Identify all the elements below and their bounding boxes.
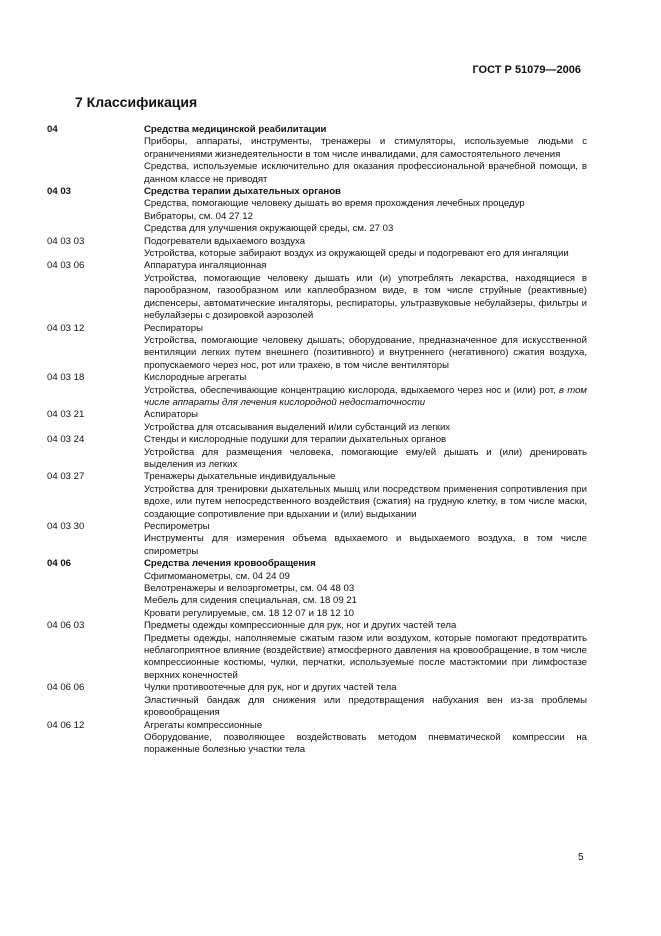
classification-heading: Средства лечения кровообращения [144,558,316,570]
classification-text: Устройства для тренировки дыхательных мышц или посредством применения сопротивления при вдохе, или путем непосредственного воздействия (сжатия) на грудную клетку, в том числе маски, создающие сопротивление при вдыхании и (или) выдыхании [144,483,587,520]
classification-description [144,521,587,558]
classification-description [144,558,587,620]
classification-code: 04 06 03 [47,620,85,632]
classification-code: 04 [47,124,58,135]
classification-code: 04 03 12 [47,322,85,334]
classification-code: 04 06 [47,558,72,570]
classification-text: Средства для улучшения окружающей среды, см. 27 03 [144,223,394,235]
classification-heading: Чулки противоотечные для рук, ног и других частей тела [144,682,397,694]
classification-description [144,682,587,719]
classification-description [144,471,587,521]
classification-text: Средства, используемые исключительно для оказания профессиональной врачебной помощи, в данном классе не приводят [144,161,587,185]
classification-heading: Аспираторы [144,409,199,421]
classification-text: Оборудование, позволяющее воздействовать методом пневматической компрессии на пораженные болезнью участки тела [144,731,587,756]
classification-entry [47,372,587,409]
classification-code: 04 06 06 [47,682,85,694]
classification-text: Средства, помогающие человеку дышать во время прохождения лечебных процедур [144,198,525,210]
classification-list [47,124,587,757]
classification-entry [47,409,587,434]
document-code-header: ГОСТ Р 51079—2006 [472,64,581,76]
classification-heading: Респираторы [144,322,203,334]
classification-code: 04 03 [47,186,72,198]
classification-entry [47,720,587,757]
classification-description [144,236,587,261]
classification-code: 04 03 03 [47,235,85,247]
classification-text: Сфигмоманометры, см. 04 24 09 [144,570,290,582]
classification-entry [47,323,587,373]
classification-heading: Тренажеры дыхательные индивидуальные [144,471,336,483]
classification-code: 04 06 12 [47,719,85,731]
classification-text: Вибраторы, см. 04 27 12 [144,210,253,222]
classification-heading: Подогреватели вдыхаемого воздуха [144,235,306,247]
classification-heading: Средства медицинской реабилитации [144,124,327,135]
classification-text: Мебель для сидения специальная, см. 18 09 21 [144,595,357,607]
classification-entry [47,620,587,682]
classification-entry [47,236,587,261]
classification-entry [47,521,587,558]
classification-description [144,434,587,471]
classification-entry [47,186,587,236]
classification-text: Устройства, помогающие человеку дышать или (и) употреблять лекарства, находящиеся в парообразном, газообразном или каплеобразном виде, в том числе струйные (реактивные) диспенсеры, автоматические ингаляторы, респираторы, ультразвуковые небулайзеры, фильтры и небулайзеры с дозировкой аэрозолей [144,272,587,322]
page-number: 5 [578,852,584,863]
classification-description [144,124,587,186]
classification-code: 04 03 30 [47,521,85,532]
classification-text: Устройства, обеспечивающие концентрацию кислорода, вдыхаемого через нос и (или) рот, в том числе аппараты для лечения кислородной недостаточности [144,384,587,408]
classification-text: Инструменты для измерения объема вдыхаемого и выдыхаемого воздуха, в том числе спирометры [144,533,587,557]
classification-text: Устройства для размещения человека, помогающие ему/ей дышать и (или) дренировать выделения из легких [144,446,587,470]
classification-description [144,260,587,322]
classification-entry [47,558,587,620]
classification-code: 04 03 21 [47,409,85,421]
classification-text: Предметы одежды, наполняемые сжатым газом или воздухом, которые помогают предотвратить неблагоприятное влияние (воздействие) атмосферного давления на кровообращение, в том числе компрессионные костюмы, чулки, перчатки, используемые после мастэктомии при лимфостазе верхних конечностей [144,632,587,681]
classification-entry [47,682,587,719]
classification-text: Эластичный бандаж для снижения или предотвращения набухания вен из-за проблемы кровообращения [144,694,587,719]
classification-heading: Респирометры [144,521,210,532]
classification-heading: Агрегаты компрессионные [144,719,263,731]
classification-entry [47,260,587,322]
classification-code: 04 03 18 [47,372,85,384]
classification-entry [47,124,587,186]
classification-code: 04 03 06 [47,260,85,272]
classification-heading: Кислородные агрегаты [144,372,247,384]
classification-description [144,323,587,373]
classification-heading: Средства терапии дыхательных органов [144,186,341,198]
classification-heading: Стенды и кислородные подушки для терапии дыхательных органов [144,434,447,446]
classification-text: Устройства для отсасывания выделений и/или субстанций из легких [144,421,451,433]
classification-heading: Аппаратура ингаляционная [144,260,267,272]
classification-entry [47,434,587,471]
classification-heading: Предметы одежды компрессионные для рук, ног и других частей тела [144,620,457,632]
classification-entry [47,471,587,521]
italic-note: в том числе аппараты для лечения кислородной недостаточности [144,384,587,408]
classification-text: Велотренажеры и велоэргометры, см. 04 48 03 [144,583,355,595]
classification-text: Кровати регулируемые, см. 18 12 07 и 18 12 10 [144,607,355,619]
classification-text: Приборы, аппараты, инструменты, тренажеры и стимуляторы, используемые людьми с ограничениями жизнедеятельности в том числе инвалидами, для самостоятельного лечения [144,136,587,160]
classification-text: Устройства, которые забирают воздух из окружающей среды и подогревают его для ингаляции [144,248,569,260]
classification-description [144,372,587,409]
classification-description [144,409,587,434]
classification-description [144,620,587,682]
section-title: 7 Классификация [75,94,198,110]
classification-description [144,186,587,236]
classification-text: Устройства, помогающие человеку дышать; оборудование, предназначенное для искусственной вентиляции легких путем внешнего (позитивного) и внутреннего (негативного) сжатия воздуха, пропускаемого через нос, рот или трахею, в том числе вентиляторы [144,334,587,371]
classification-code: 04 03 24 [47,434,85,446]
classification-description [144,720,587,757]
classification-code: 04 03 27 [47,471,85,483]
